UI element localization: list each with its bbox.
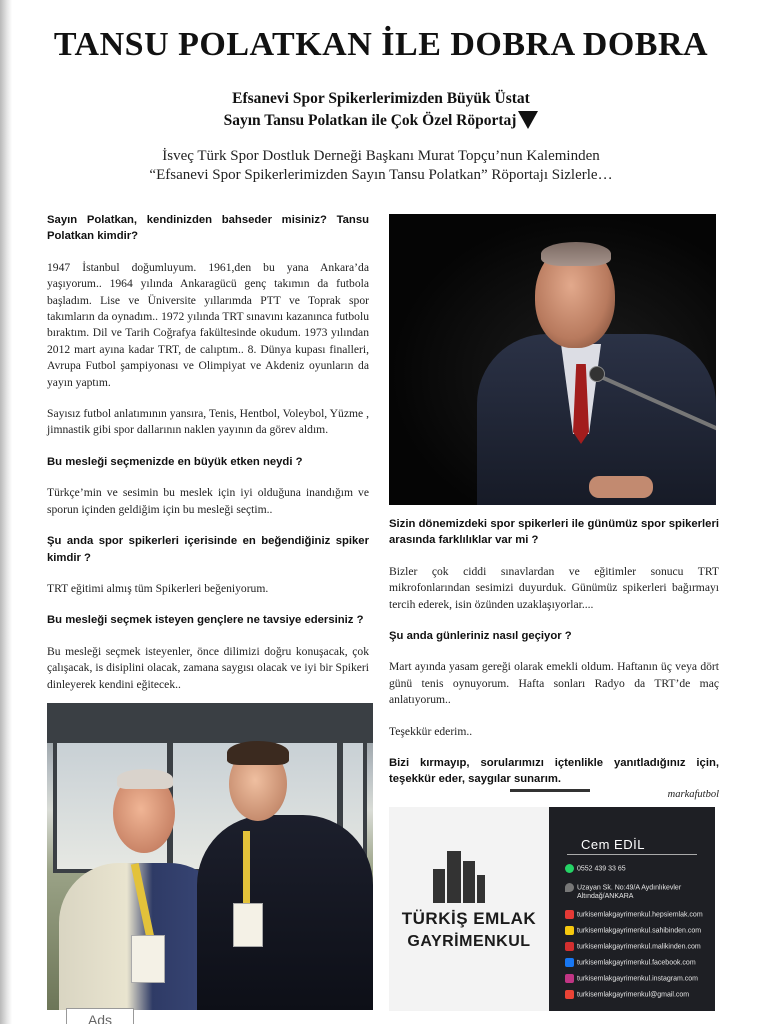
question-3: Şu anda spor spikerleri içerisinde en beğendiğiniz spiker kimdir ? (47, 535, 369, 564)
facebook-icon (565, 958, 574, 967)
ad-contact-panel (549, 807, 715, 1011)
ad-name-underline (567, 854, 697, 855)
ad-link-instagram[interactable] (565, 974, 698, 983)
ad-link-sahibinden[interactable] (565, 926, 701, 935)
ad-link-facebook[interactable] (565, 958, 696, 967)
ad-address (565, 883, 681, 892)
ad-link-hepsiemlak[interactable] (565, 910, 703, 919)
subtitle-line-2-text: Sayın Tansu Polatkan ile Çok Özel Röportaj (223, 112, 517, 129)
phone-icon (565, 864, 574, 873)
ad-phone-text: 0552 439 33 65 (577, 865, 626, 873)
ad-link-text: turkisemlakgayrimenkul.instagram.com (577, 975, 698, 983)
ad-link-email[interactable] (565, 990, 689, 999)
microphone-icon (589, 366, 605, 382)
signature: markafutbol (667, 788, 719, 800)
press-badge (233, 903, 263, 947)
real-estate-ad[interactable] (389, 807, 715, 1011)
ad-link-text: turkisemlakgayrimenkul.facebook.com (577, 959, 696, 967)
ad-link-malikinden[interactable] (565, 942, 701, 951)
thanks: Teşekkür ederim.. (389, 724, 473, 738)
speaker-hands (589, 476, 653, 498)
answer-1-paragraph-1: 1947 İstanbul doğumluyum. 1961,den bu yana Ankara’da yaşıyorum.. 1964 yılında Ankaragücü genç takımın da futbola başladım. Lise ve Üniversite yıllarımda PTT ve Toprak spor takımların da oynadım.. 1972 yılında TRT sınavını kazanınca futbolu bıraktım. Dil ve Tarih Coğrafya fakültesinde okudum. 1973 yılından 2012 mart ayına kadar TRT, de calıptım.. 8. Dünya kupası finalleri, Avrupa Futbol şampiyonası ve Olimpiyat ve Akdeniz oyunların da yayın yaptım. (47, 260, 369, 389)
sahibinden-icon (565, 926, 574, 935)
ad-address-line-2: Altındağ/ANKARA (577, 893, 634, 900)
left-column (47, 212, 369, 693)
speaker-hair (541, 242, 611, 266)
stadium-photo (47, 703, 373, 1010)
answer-4: Bu mesleği seçmek isteyenler, önce dilimizi doğru konuşacak, çok çalışacak, is disiplini olacak, zamana saygısı olacak ve iyi bir Spikeri dinleyerek kendini eğitecek.. (47, 644, 369, 691)
ad-link-text: turkisemlakgayrimenkul.hepsiemlak.com (577, 911, 703, 919)
ad-brand-panel (389, 807, 549, 1011)
answer-3: TRT eğitimi almış tüm Spikerleri beğeniyorum. (47, 581, 269, 595)
instagram-icon (565, 974, 574, 983)
question-4: Bu mesleği seçmek isteyen gençlere ne tavsiye edersiniz ? (47, 614, 364, 627)
younger-man-coat (197, 815, 373, 1010)
answer-5: Bizler çok ciddi sınavlardan ve eğitimler sonucu TRT mikrofonlarından sesimizi duyurduk. Günümüz spikerleri bağırmayı tercih ederek, isin özünden uzaklaşıyorlar.... (389, 564, 719, 611)
speaker-photo (389, 214, 716, 505)
ad-address-line-1: Uzayan Sk. No:49/A Aydınlıkevler (577, 884, 682, 892)
article-title: TANSU POLATKAN İLE DOBRA DOBRA (53, 26, 709, 63)
intro-line-2: “Efsanevi Spor Spikerlerimizden Sayın Tansu Polatkan” Röportajı Sizlerle… (149, 167, 613, 183)
ad-brand-line-1: TÜRKİŞ EMLAK (401, 909, 537, 928)
question-1: Sayın Polatkan, kendinizden bahseder misiniz? Tansu Polatkan kimdir? (47, 214, 369, 243)
question-5: Sizin dönemizdeki spor spikerleri ile günümüz spor spikerleri arasında farklılıklar var mi ? (389, 518, 719, 547)
ad-brand-line-2: GAYRİMENKUL (407, 933, 531, 950)
triangle-down-icon (518, 111, 538, 129)
ad-link-text: turkisemlakgayrimenkul.malikinden.com (577, 943, 701, 951)
hepsiemlak-icon (565, 910, 574, 919)
ads-tab[interactable]: Ads (66, 1008, 134, 1024)
ad-link-text: turkisemlakgayrimenkul@gmail.com (577, 991, 690, 999)
older-man-hair (117, 769, 173, 789)
section-divider (510, 789, 590, 792)
press-badge (131, 935, 165, 983)
ad-contact-name: Cem EDİL (581, 837, 645, 852)
email-icon (565, 990, 574, 999)
question-6: Şu anda günleriniz nasıl geçiyor ? (389, 630, 572, 643)
answer-2: Türkçe’min ve sesimin bu meslek için iyi olduğuna inandığım ve sporun içinden geldiğim için bu mesleği seçtim.. (47, 486, 369, 516)
right-column (389, 516, 719, 803)
answer-6: Mart ayında yasam gereği olarak emekli oldum. Haftanın üç veya dört günü tenis oynuyorum. Hafta sonları Radyo da TRT’de maç anlatıyorum.. (389, 660, 719, 707)
question-2: Bu mesleği seçmenizde en büyük etken neydi ? (47, 455, 303, 468)
closing-remark: Bizi kırmayıp, sorularımızı içtenlikle yanıtladığınız için, teşekkür eder, saygılar sunarım. (389, 757, 719, 786)
lanyard (243, 831, 250, 911)
younger-man-hair (227, 741, 289, 765)
intro-line-1: İsveç Türk Spor Dostluk Derneği Başkanı Murat Topçu’nun Kaleminden (162, 148, 600, 164)
answer-1-paragraph-2: Sayısız futbol anlatımının yansıra, Tenis, Hentbol, Voleybol, Yüzme , jimnastik gibi spor dallarının naklen yayının da görev aldım. (47, 407, 369, 437)
building-icon (429, 845, 489, 903)
subtitle-line-2 (0, 111, 762, 130)
subtitle-line-1: Efsanevi Spor Spikerlerimizden Büyük Üstat (232, 90, 530, 107)
malikinden-icon (565, 942, 574, 951)
location-pin-icon (565, 883, 574, 892)
ad-link-text: turkisemlakgayrimenkul.sahibinden.com (577, 927, 702, 935)
booth-ceiling (47, 703, 373, 743)
ad-phone[interactable] (565, 864, 626, 873)
